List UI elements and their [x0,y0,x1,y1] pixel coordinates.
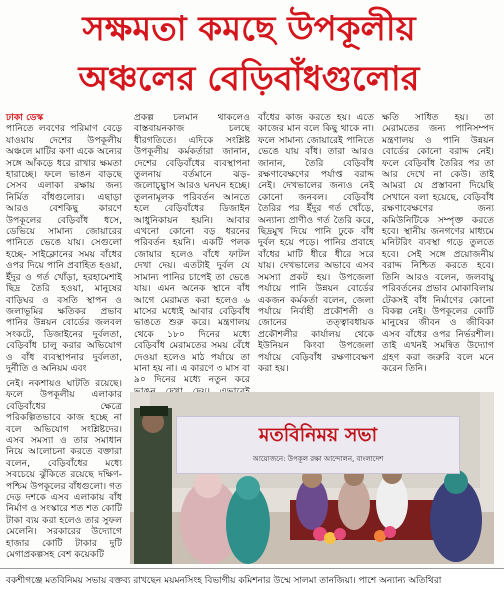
article-column-2: প্রকল্প চলমান থাকলেও বাস্তবায়নকাজ চলছে ধীরগতিতে। এদিকে সংশ্লিষ্ট উপকূলীয় কর্মকর্তারা জানান, দেশের বেড়িবাঁধের ব্যবস্থাপনা তুলনায় বর্তমানে ঝড়-জলোচ্ছ্বাস আরও ঘনঘন হচ্ছে। তুলনামূলক পরিবর্তন আনতে হলে বেড়িবাঁধের ডিজাইন আধুনিকায়ন হয়নি। আবার এখনো কোনো বড় ধরনের পরিবর্তন হয়নি। একটি পলক জোয়ার হলেও বাঁধে ফাটল দেখা দেয়। এতটাই দুর্বল যে সামান্য পানির চাপেই তা ভেঙে যায়। এমন অনেক স্থানে বাঁধ আগে মেরামত করা হলেও ৬ মাসের মধ্যেই আবার বেড়িবাঁধ ভাঙতে শুরু করে। মন্ত্রণালয় থেকে ১৮০ দিনের মধ্যে বেড়িবাঁধ মেরামতের সময় বেঁধে দেওয়া হলেও মাঠ পর্যায়ে তা মানা হয় না। এ কারণে ৩ মাস বা ৯০ দিনের মধ্যে নতুন করে [134,112,250,386]
event-banner [176,416,460,474]
column-1-text: পানিতে লবণের পরিমাণ বেড়ে যাওয়ায় দেশের উপকূলীয় অঞ্চলে মাটির কণা একে অন্যের সঙ্গে আঁকড়ে ধরে রাখার ক্ষমতা হারাচ্ছে। ফলে ভাঙন বাড়ছে সেসব এলাকা রক্ষায় জন্য নির্মিত বাঁধগুলোর। এছাড়া আরও বেশকিছু কারণে উপকূলের বেড়িবাঁধ ধসে, ডেভিয়ে সামান্য জোয়ারের পানিতে ভেঙে যায়। সেগুলো হচ্ছে- সাইক্লোনের সময় বাঁধের ওপর দিয়ে পানি প্রবাহিত হওয়া, ইঁদুর ও গর্ত খোঁড়া, হরহামেশাই ছিদ্র তৈরি হওয়া, মানুষের বাড়িঘর ও বসতি স্থাপন ও জলাভূমির ক্ষতিকর প্রভাব পানির উন্নয়ন বোর্ডের জলবল সংকটে, ডিজাইনের দুর্বলতা, বেড়িবাঁধ চালু করার অভিযোগ ও বাঁধ ব্যবস্থাপনার দুর্বলতা, দুর্নীতি ও অনিয়ম এবং [6,123,122,374]
dateline: ঢাকা ডেস্ক [6,112,44,123]
headline-line-2: অঞ্চলের বেড়িবাঁধগুলোর [78,59,420,99]
event-photo [130,392,494,564]
article-column-1-continued: নেই। নকশায়ও ঘাটতি রয়েছে। ফলে উপকূলীয় এলাকার বেড়িবাঁধের ক্ষেত্রে পরিকল্পিতভাবে কাজ হচ্ছে না বলে অভিযোগ সংশ্লিষ্টদের। এসব সমস্যা ও তার সমাধান নিয়ে আলোচনা করতে বক্তারা বলেন, বেড়িবাঁধের মধ্যে সবচেয়ে ঝুঁকিতে রয়েছে দক্ষিণ-পশ্চিম উপকূলের বাঁধগুলো। গত দেড় দশকে এসব এলাকায় বাঁধ নির্মাণ ও সংস্কারে শত শত কোটি টাকা ব্যয় করা হলেও তার সুফল মেলেনি। সরকারের উদ্যোগে হাজার কোটি টাকার দুটি মেগাপ্রকল্পসহ বেশ কয়েকটি [6,378,122,561]
article-column-4: ক্ষতি সাধিত হয়। তা মেরামতের জন্য পানিসম্পদ মন্ত্রণালয় ও পানি উন্নয়ন বোর্ডের কোনো বরাদ্দ নেই। ফলে বেড়িবাঁধ তৈরির পর তা আর দেখে না কেউ। তাই আমরা যে প্রস্তাবনা দিয়েছি সেখানে বলা হয়েছে, বেড়িবাঁধ রক্ষণাবেক্ষণের জন্য কমিউনিটিকে সম্পৃক্ত করতে হবে। স্থানীয় জনগণের মাধ্যমে মনিটরিং ব্যবস্থা গড়ে তুলতে হবে। সেই সঙ্গে প্রয়োজনীয় বরাদ্দ নিশ্চিত করতে হবে। তিনি আরও বলেন, জলবায়ু পরিবর্তনের প্রভাব মোকাবিলায় টেকসই বাঁধ নির্মাণের কোনো বিকল্প নেই। উপকূলের কোটি মানুষের জীবন ও জীবিকা এসব বাঁধের ওপর নির্ভরশীল। তাই এখনই সমন্বিত উদ্যোগ গ্রহণ করা জরুরি বলে মনে করেন তিনি। [382,112,494,374]
headline [0,0,498,112]
article-column-1 [6,112,122,378]
headline-line-1: সক্ষমতা কমছে উপকূলীয় [82,9,416,49]
article-column-3: বাঁধের কাজ করতে হয়। এতে কাজের মান বলে কিছু থাকে না। ফলে সামান্য জোয়ারেই পানিতে ভেঙে যায় বাঁধ। তারা আরও জানান, তৈরি বেড়িবাঁধ রক্ষণাবেক্ষণের পর্যাপ্ত বরাদ্দ নেই। দেখভালের জন্যও নেই কোনো জনবল। বেড়িবাঁধ তৈরির পর ইঁদুর গর্ত খোঁড়ে, অন্যান্য প্রাণীও গর্ত তৈরি করে, ছিদ্রমুখ দিয়ে পানি ঢুকে বাঁধ দুর্বল হয়ে পড়ে। পানির প্রবাহে বাঁধের মাটি ধীরে ধীরে সরে যায়। দেখভালের অভাবে এসব সমস্যা প্রকট হয়। উপজেলা পর্যায়ে পানি উন্নয়ন বোর্ডের একজন কর্মকর্তা বলেন, জেলা পর্যায়ে নির্বাহী প্রকৌশলী ও জোনের তত্ত্বাবধায়ক প্রকৌশলীর কার্যালয় থেকে ইউনিয়ন কিংবা উপজেলা পর্যায়ে বেড়িবাঁধ রক্ষণাবেক্ষণ করা হয়। [258,112,374,374]
article-columns [6,112,494,386]
photo-caption: বকশীগঞ্জে মতবিনিময় সভায় বক্তব্য রাখছেন ময়মনসিংহ বিভাগীয় কমিশনার উম্মে সালমা তানজিয়া। পাশে অন্যান্য অতিথিরা [0,568,504,593]
banner-subtitle: আয়োজনে: উপকূল রক্ষা আন্দোলন, বাংলাদেশ [252,455,384,463]
banner-title: মতবিনিময় সভা [258,424,378,446]
